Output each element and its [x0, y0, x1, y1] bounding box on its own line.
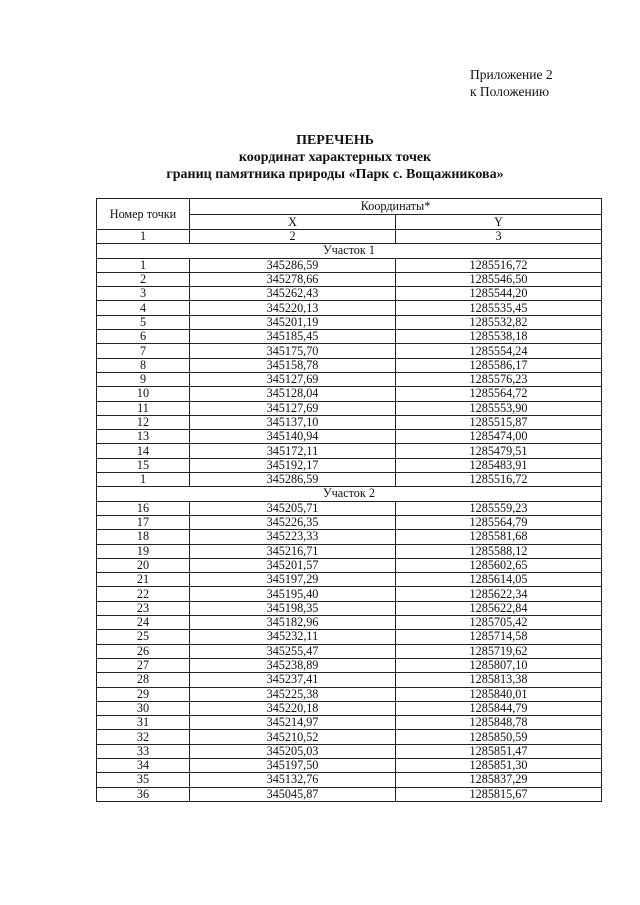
section-title: Участок 1	[97, 244, 602, 258]
table-row	[97, 730, 602, 744]
table-row	[97, 272, 602, 286]
y-coordinate-cell: 1285840,01	[396, 687, 602, 701]
header-point-number: Номер точки	[97, 199, 190, 230]
x-coordinate-cell: 345198,35	[190, 601, 396, 615]
table-row	[97, 587, 602, 601]
x-coordinate-cell: 345172,11	[190, 444, 396, 458]
point-number-cell: 6	[97, 330, 190, 344]
y-coordinate-cell: 1285483,91	[396, 458, 602, 472]
x-coordinate-cell: 345286,59	[190, 258, 396, 272]
table-row	[97, 644, 602, 658]
x-coordinate-cell: 345045,87	[190, 787, 396, 801]
column-number-2: 2	[190, 230, 396, 244]
x-coordinate-cell: 345210,52	[190, 730, 396, 744]
x-coordinate-cell: 345197,29	[190, 573, 396, 587]
y-coordinate-cell: 1285535,45	[396, 301, 602, 315]
x-coordinate-cell: 345205,71	[190, 501, 396, 515]
x-coordinate-cell: 345175,70	[190, 344, 396, 358]
table-row	[97, 716, 602, 730]
table-row	[97, 387, 602, 401]
y-coordinate-cell: 1285544,20	[396, 287, 602, 301]
table-row	[97, 787, 602, 801]
y-coordinate-cell: 1285815,67	[396, 787, 602, 801]
table-row	[97, 358, 602, 372]
y-coordinate-cell: 1285576,23	[396, 372, 602, 386]
table-row	[97, 616, 602, 630]
point-number-cell: 34	[97, 758, 190, 772]
y-coordinate-cell: 1285614,05	[396, 573, 602, 587]
document-heading	[90, 132, 580, 183]
table-row	[97, 744, 602, 758]
x-coordinate-cell: 345223,33	[190, 530, 396, 544]
x-coordinate-cell: 345226,35	[190, 515, 396, 529]
table-row	[97, 344, 602, 358]
header-coordinates: Координаты*	[190, 199, 602, 215]
x-coordinate-cell: 345201,57	[190, 558, 396, 572]
point-number-cell: 2	[97, 272, 190, 286]
x-coordinate-cell: 345220,18	[190, 701, 396, 715]
x-coordinate-cell: 345185,45	[190, 330, 396, 344]
x-coordinate-cell: 345262,43	[190, 287, 396, 301]
point-number-cell: 27	[97, 658, 190, 672]
table-row	[97, 515, 602, 529]
x-coordinate-cell: 345201,19	[190, 315, 396, 329]
point-number-cell: 5	[97, 315, 190, 329]
x-coordinate-cell: 345158,78	[190, 358, 396, 372]
point-number-cell: 29	[97, 687, 190, 701]
point-number-cell: 30	[97, 701, 190, 715]
section-title: Участок 2	[97, 487, 602, 501]
table-row	[97, 372, 602, 386]
y-coordinate-cell: 1285851,30	[396, 758, 602, 772]
point-number-cell: 11	[97, 401, 190, 415]
table-row	[97, 544, 602, 558]
y-coordinate-cell: 1285602,65	[396, 558, 602, 572]
y-coordinate-cell: 1285516,72	[396, 258, 602, 272]
point-number-cell: 13	[97, 430, 190, 444]
y-coordinate-cell: 1285538,18	[396, 330, 602, 344]
x-coordinate-cell: 345128,04	[190, 387, 396, 401]
table-header-row	[97, 199, 602, 215]
y-coordinate-cell: 1285564,72	[396, 387, 602, 401]
point-number-cell: 35	[97, 773, 190, 787]
header-x: X	[190, 215, 396, 230]
table-row	[97, 415, 602, 429]
y-coordinate-cell: 1285813,38	[396, 673, 602, 687]
point-number-cell: 28	[97, 673, 190, 687]
appendix-line-1: Приложение 2	[470, 67, 553, 82]
y-coordinate-cell: 1285850,59	[396, 730, 602, 744]
table-row	[97, 530, 602, 544]
table-row	[97, 687, 602, 701]
x-coordinate-cell: 345238,89	[190, 658, 396, 672]
x-coordinate-cell: 345205,03	[190, 744, 396, 758]
coordinates-table-body	[97, 199, 602, 802]
y-coordinate-cell: 1285719,62	[396, 644, 602, 658]
header-y: Y	[396, 215, 602, 230]
point-number-cell: 15	[97, 458, 190, 472]
table-row	[97, 444, 602, 458]
table-row	[97, 458, 602, 472]
table-row	[97, 658, 602, 672]
x-coordinate-cell: 345237,41	[190, 673, 396, 687]
y-coordinate-cell: 1285622,34	[396, 587, 602, 601]
y-coordinate-cell: 1285515,87	[396, 415, 602, 429]
point-number-cell: 4	[97, 301, 190, 315]
table-row	[97, 287, 602, 301]
appendix-line-2: к Положению	[470, 84, 550, 99]
point-number-cell: 10	[97, 387, 190, 401]
x-coordinate-cell: 345127,69	[190, 372, 396, 386]
point-number-cell: 31	[97, 716, 190, 730]
y-coordinate-cell: 1285554,24	[396, 344, 602, 358]
y-coordinate-cell: 1285581,68	[396, 530, 602, 544]
table-row	[97, 473, 602, 487]
table-row	[97, 573, 602, 587]
table-row	[97, 401, 602, 415]
table-row	[97, 630, 602, 644]
y-coordinate-cell: 1285622,84	[396, 601, 602, 615]
table-row	[97, 330, 602, 344]
point-number-cell: 9	[97, 372, 190, 386]
point-number-cell: 17	[97, 515, 190, 529]
x-coordinate-cell: 345192,17	[190, 458, 396, 472]
x-coordinate-cell: 345214,97	[190, 716, 396, 730]
point-number-cell: 21	[97, 573, 190, 587]
point-number-cell: 3	[97, 287, 190, 301]
x-coordinate-cell: 345278,66	[190, 272, 396, 286]
y-coordinate-cell: 1285586,17	[396, 358, 602, 372]
point-number-cell: 12	[97, 415, 190, 429]
coordinates-table	[96, 198, 602, 802]
table-row	[97, 601, 602, 615]
point-number-cell: 36	[97, 787, 190, 801]
x-coordinate-cell: 345286,59	[190, 473, 396, 487]
x-coordinate-cell: 345137,10	[190, 415, 396, 429]
point-number-cell: 19	[97, 544, 190, 558]
y-coordinate-cell: 1285848,78	[396, 716, 602, 730]
point-number-cell: 16	[97, 501, 190, 515]
x-coordinate-cell: 345195,40	[190, 587, 396, 601]
point-number-cell: 14	[97, 444, 190, 458]
y-coordinate-cell: 1285479,51	[396, 444, 602, 458]
point-number-cell: 22	[97, 587, 190, 601]
y-coordinate-cell: 1285714,58	[396, 630, 602, 644]
y-coordinate-cell: 1285705,42	[396, 616, 602, 630]
point-number-cell: 8	[97, 358, 190, 372]
table-row	[97, 673, 602, 687]
x-coordinate-cell: 345216,71	[190, 544, 396, 558]
table-row	[97, 258, 602, 272]
heading-subtitle-1: координат характерных точек	[238, 150, 432, 165]
table-row	[97, 558, 602, 572]
table-row	[97, 430, 602, 444]
y-coordinate-cell: 1285844,79	[396, 701, 602, 715]
y-coordinate-cell: 1285807,10	[396, 658, 602, 672]
column-number-3: 3	[396, 230, 602, 244]
table-row	[97, 315, 602, 329]
y-coordinate-cell: 1285516,72	[396, 473, 602, 487]
x-coordinate-cell: 345140,94	[190, 430, 396, 444]
table-row	[97, 773, 602, 787]
column-number-1: 1	[97, 230, 190, 244]
point-number-cell: 26	[97, 644, 190, 658]
x-coordinate-cell: 345255,47	[190, 644, 396, 658]
heading-title: ПЕРЕЧЕНЬ	[296, 133, 374, 148]
y-coordinate-cell: 1285546,50	[396, 272, 602, 286]
x-coordinate-cell: 345225,38	[190, 687, 396, 701]
x-coordinate-cell: 345220,13	[190, 301, 396, 315]
section-row	[97, 244, 602, 258]
x-coordinate-cell: 345127,69	[190, 401, 396, 415]
point-number-cell: 25	[97, 630, 190, 644]
table-row	[97, 501, 602, 515]
point-number-cell: 24	[97, 616, 190, 630]
table-row	[97, 758, 602, 772]
table-row	[97, 701, 602, 715]
point-number-cell: 23	[97, 601, 190, 615]
appendix-label	[470, 66, 610, 100]
y-coordinate-cell: 1285588,12	[396, 544, 602, 558]
y-coordinate-cell: 1285564,79	[396, 515, 602, 529]
x-coordinate-cell: 345197,50	[190, 758, 396, 772]
y-coordinate-cell: 1285553,90	[396, 401, 602, 415]
x-coordinate-cell: 345132,76	[190, 773, 396, 787]
section-row	[97, 487, 602, 501]
table-row	[97, 301, 602, 315]
heading-subtitle-2: границ памятника природы «Парк с. Вощажникова»	[166, 167, 504, 182]
y-coordinate-cell: 1285474,00	[396, 430, 602, 444]
column-number-row	[97, 230, 602, 244]
y-coordinate-cell: 1285559,23	[396, 501, 602, 515]
point-number-cell: 32	[97, 730, 190, 744]
y-coordinate-cell: 1285851,47	[396, 744, 602, 758]
point-number-cell: 20	[97, 558, 190, 572]
y-coordinate-cell: 1285837,29	[396, 773, 602, 787]
point-number-cell: 1	[97, 258, 190, 272]
point-number-cell: 33	[97, 744, 190, 758]
x-coordinate-cell: 345232,11	[190, 630, 396, 644]
point-number-cell: 7	[97, 344, 190, 358]
point-number-cell: 18	[97, 530, 190, 544]
x-coordinate-cell: 345182,96	[190, 616, 396, 630]
y-coordinate-cell: 1285532,82	[396, 315, 602, 329]
point-number-cell: 1	[97, 473, 190, 487]
